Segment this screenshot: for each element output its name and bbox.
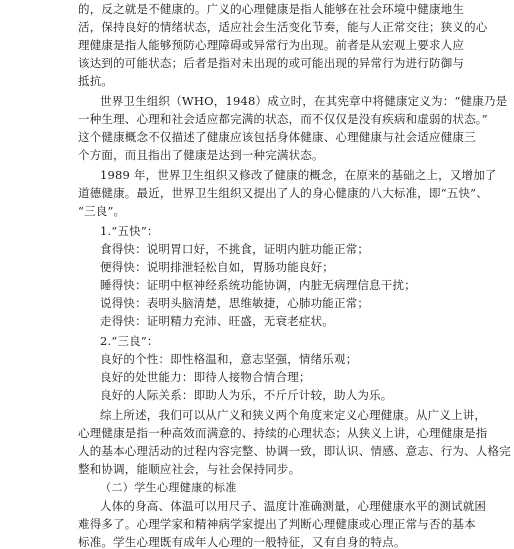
section-heading: （二）学生心理健康的标准: [100, 481, 237, 494]
paragraph-line: 人体的身高、体温可以用尺子、温度计准确测量，心理健康水平的测试就困: [100, 499, 487, 513]
paragraph-line: 心理健康是指一种高效而满意的、持续的心理状态；从狭义上讲，心理健康是指: [78, 426, 488, 440]
paragraph-line: 1989 年，世界卫生组织又修改了健康的概念，在原来的基础之上，又增加了: [100, 168, 497, 182]
paragraph-line: 理健康是指人能够预防心理障碍或异常行为出现。前者是从宏观上要求人应: [78, 38, 465, 52]
list-item: 走得快：证明精力充沛、旺盛，无衰老症状。: [100, 314, 334, 328]
paragraph-line: 道德健康。最近，世界卫生组织又提出了人的身心健康的八大标准，即“五快”、: [78, 186, 488, 200]
paragraph-line: 难得多了。心理学家和精神病学家提出了判断心理健康或心理正常与否的基本: [78, 517, 476, 531]
paragraph-line: “三良”。: [78, 204, 126, 218]
list-item: 食得快：说明胃口好，不挑食，证明内脏功能正常；: [100, 242, 370, 256]
paragraph-line: 的，反之就是不健康的。广义的心理健康是指人能够在社会环境中健康地生: [78, 2, 465, 16]
paragraph-line: 世界卫生组织（WHO，1948）成立时，在其宪章中将健康定义为：“健康乃是: [100, 94, 508, 108]
list-heading: 1.“五快”：: [100, 224, 159, 238]
paragraph-line: 个方面，而且指出了健康是达到一种完满状态。: [78, 148, 324, 162]
list-item: 便得快：说明排泄轻松自如，胃肠功能良好；: [100, 260, 334, 274]
list-item: 良好的个性：即性格温和，意志坚强，情绪乐观；: [100, 352, 358, 366]
list-item: 睡得快：证明中枢神经系统功能协调，内脏无病理信息干扰；: [100, 278, 416, 292]
paragraph-line: 人的基本心理活动的过程内容完整、协调一致，即认识、情感、意志、行为、人格完: [78, 444, 511, 458]
paragraph-line: 抵抗。: [78, 74, 114, 88]
list-item: 良好的处世能力：即待人接物合情合理；: [100, 370, 311, 384]
list-item: 说得快：表明头脑清楚，思维敏捷，心肺功能正常；: [100, 296, 370, 310]
list-item: 良好的人际关系：即助人为乐，不斤斤计较，助人为乐。: [100, 388, 393, 402]
paragraph-line: 这个健康概念不仅描述了健康应该包括身体健康、心理健康与社会适应健康三: [78, 130, 476, 144]
paragraph-line: 综上所述，我们可以从广义和狭义两个角度来定义心理健康。从广义上讲，: [100, 408, 487, 422]
list-heading: 2.“三良”：: [100, 334, 159, 348]
paragraph-line: 该达到的可能状态；后者是指对未出现的或可能出现的异常行为进行防御与: [78, 56, 465, 70]
paragraph-line: 整和协调，能顺应社会，与社会保持同步。: [78, 462, 301, 476]
paragraph-line: 标准。学生心理既有成年人心理的一般特征，又有自身的特点。: [78, 535, 406, 549]
paragraph-line: 活，保持良好的情绪状态，适应社会生活变化节奏，能与人正常交往；狭义的心: [78, 20, 488, 34]
paragraph-line: 一种生理、心理和社会适应都完满的状态，而不仅仅是没有疾病和虚弱的状态。”: [78, 112, 488, 126]
